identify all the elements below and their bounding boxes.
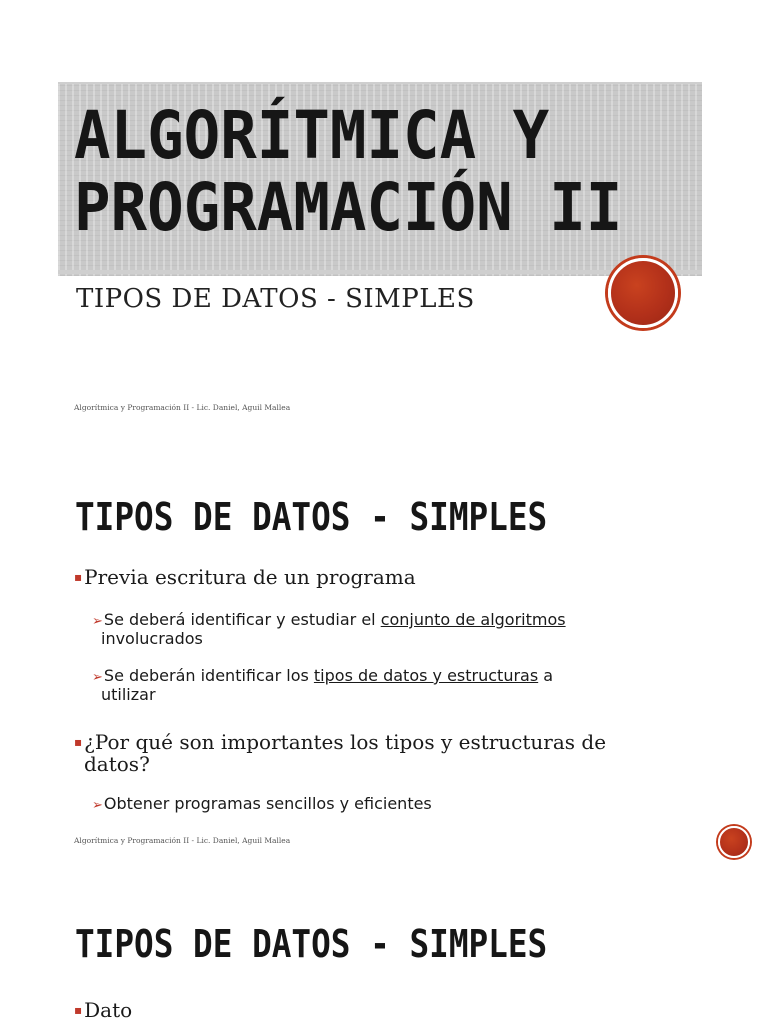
decorative-red-circle-small [718,826,750,858]
square-bullet-icon: ▪ [74,735,83,749]
slide2-subbullet-3 [92,795,432,814]
slide1-subtitle: TIPOS DE DATOS - SIMPLES [76,284,475,314]
bullet-text-line2: datos? [84,752,150,776]
tipos-datos-estructuras-link: tipos de datos y estructuras [313,666,539,685]
subbullet-text: Obtener programas sencillos y eficientes [103,794,432,813]
decorative-red-circle [608,258,678,328]
subbullet-text-post: a [538,666,554,685]
subbullet-text-line2: utilizar [101,685,156,704]
slide1-footer: Algorítmica y Programación II - Lic. Daniel, Aguil Mallea [74,403,291,412]
arrow-bullet-icon: ➢ [92,798,103,813]
arrow-bullet-icon: ➢ [92,670,103,685]
slide2-subbullet-2 [92,667,692,703]
main-title-line2: PROGRAMACIÓN II [74,169,623,246]
slide2-bullet-1 [74,566,416,588]
bullet-text: Previa escritura de un programa [84,565,416,589]
subbullet-text-line2: involucrados [101,629,203,648]
square-bullet-icon: ▪ [74,1003,83,1017]
main-title [74,97,644,246]
slide2-title: TIPOS DE DATOS - SIMPLES [75,495,548,539]
title-band-bottom-line [58,270,702,274]
arrow-bullet-icon: ➢ [92,614,103,629]
slide2-bullet-2 [74,731,694,775]
square-bullet-icon: ▪ [74,570,83,584]
conjunto-algoritmos-link: conjunto de algoritmos [380,610,566,629]
subbullet-text: Se deberá identificar y estudiar el [103,610,381,629]
slide3-bullet-1 [74,999,132,1021]
bullet-text: Dato [84,998,133,1022]
slide2-footer: Algorítmica y Programación II - Lic. Daniel, Aguil Mallea [74,836,291,845]
bullet-text: ¿Por qué son importantes los tipos y estructuras de [84,730,607,754]
main-title-line1: ALGORÍTMICA Y [74,97,550,174]
slide3-title: TIPOS DE DATOS - SIMPLES [75,922,548,966]
slide2-subbullet-1 [92,611,692,647]
subbullet-text: Se deberán identificar los [103,666,314,685]
